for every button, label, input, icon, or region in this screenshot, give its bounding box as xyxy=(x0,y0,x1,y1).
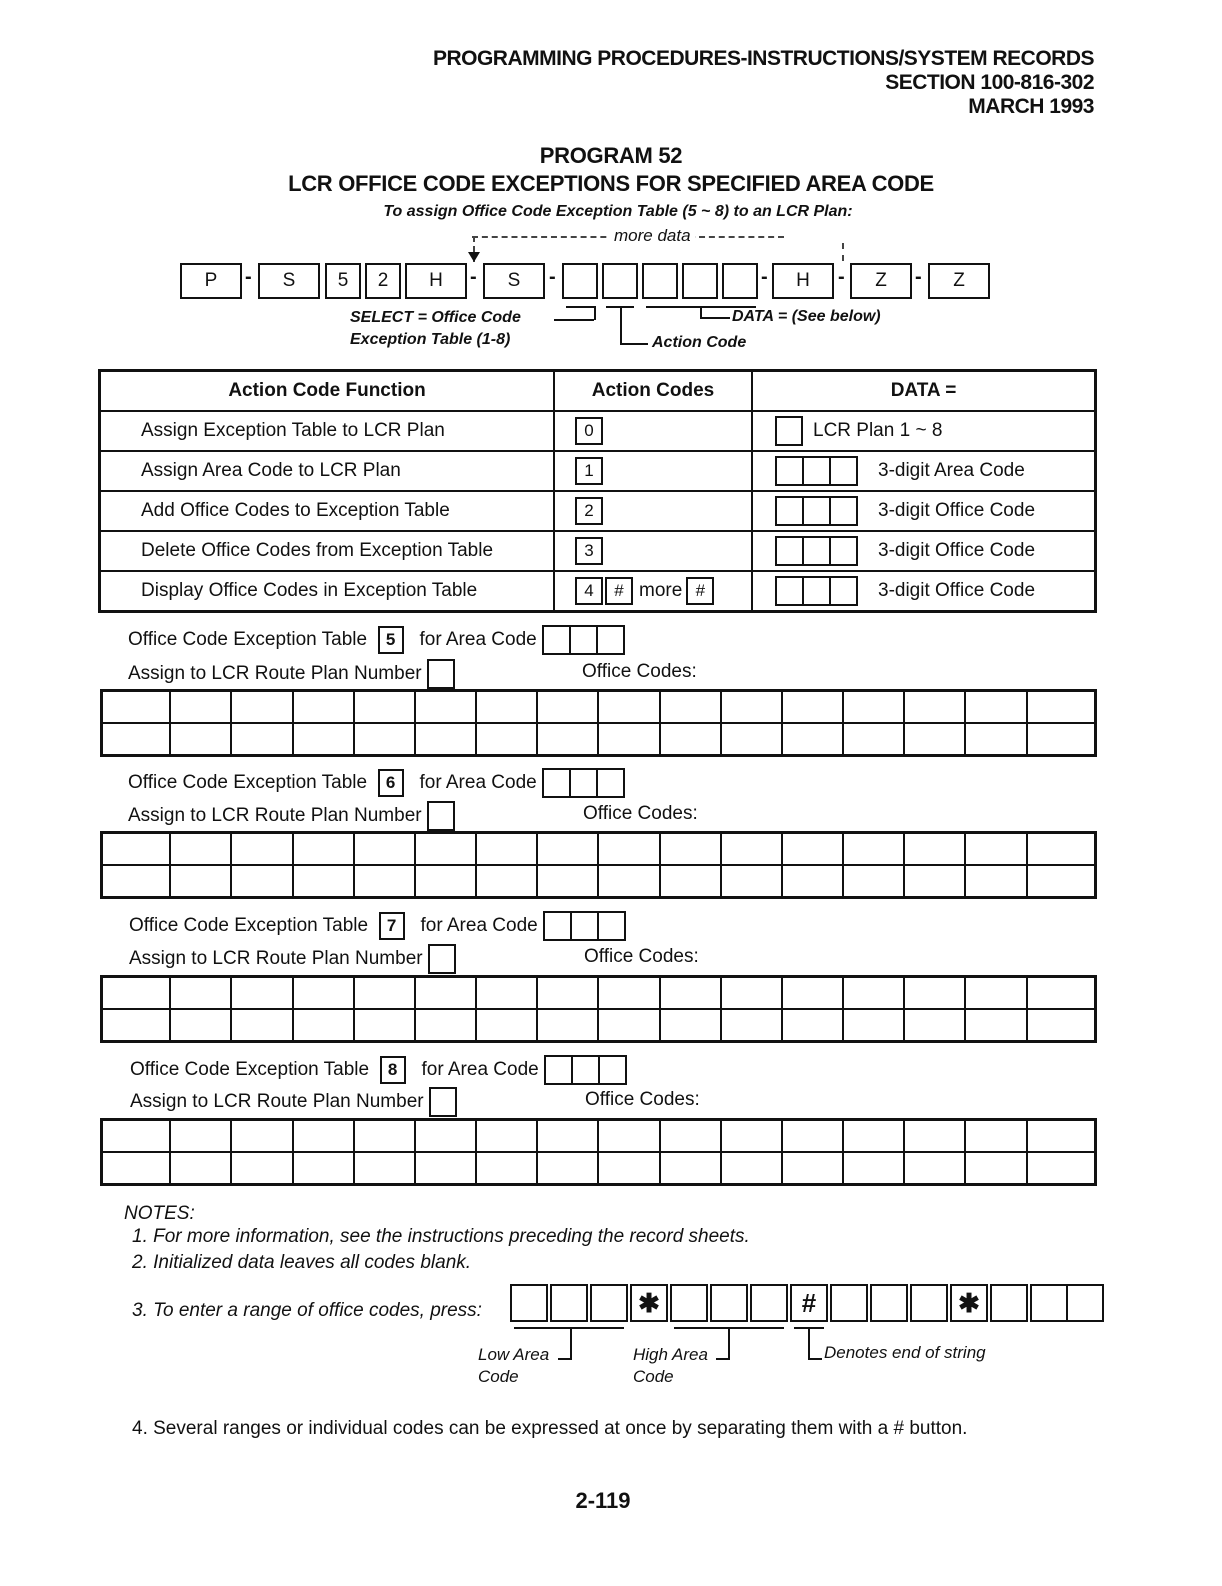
office-code-cell xyxy=(415,1152,476,1185)
high-area-code-label: Code xyxy=(633,1367,674,1386)
office-code-cell xyxy=(660,1120,721,1153)
office-code-cell xyxy=(660,1152,721,1185)
office-code-cell xyxy=(415,723,476,756)
office-code-cell xyxy=(170,1152,231,1185)
office-code-cell xyxy=(843,977,904,1010)
office-code-cell xyxy=(660,1009,721,1042)
office-code-cell xyxy=(354,833,415,866)
office-code-cell xyxy=(231,691,292,724)
office-code-cell xyxy=(293,1120,354,1153)
office-code-cell xyxy=(1027,865,1096,898)
office-code-cell xyxy=(1027,977,1096,1010)
office-code-cell xyxy=(965,691,1026,724)
office-code-cell xyxy=(721,865,782,898)
office-code-cell xyxy=(904,1152,965,1185)
office-code-cell xyxy=(537,865,598,898)
office-code-cell xyxy=(537,833,598,866)
office-code-cell xyxy=(354,865,415,898)
office-code-cell xyxy=(102,865,171,898)
grid-row xyxy=(102,691,1096,724)
program-name: LCR OFFICE CODE EXCEPTIONS FOR SPECIFIED AREA CODE xyxy=(288,171,934,196)
office-code-cell xyxy=(293,1152,354,1185)
office-code-cell xyxy=(965,1152,1026,1185)
key-data-box-3 xyxy=(722,263,758,299)
office-code-cell xyxy=(476,833,537,866)
office-code-cell xyxy=(102,833,171,866)
exception-table-5-label: Office Code Exception Table 5 for Area Code xyxy=(128,625,625,655)
office-code-cell xyxy=(904,865,965,898)
office-code-cell xyxy=(102,723,171,756)
office-code-cell xyxy=(965,1120,1026,1153)
office-code-cell xyxy=(476,865,537,898)
office-code-cell xyxy=(293,1009,354,1042)
office-code-cell xyxy=(598,1120,659,1153)
office-code-cell xyxy=(1027,691,1096,724)
office-code-cell xyxy=(231,1120,292,1153)
office-code-cell xyxy=(782,865,843,898)
col-header-data: DATA = xyxy=(752,371,1096,412)
office-code-cell xyxy=(904,1009,965,1042)
office-code-cell xyxy=(293,691,354,724)
office-code-cell xyxy=(476,1009,537,1042)
high-area-label: High Area xyxy=(633,1345,708,1364)
office-code-cell xyxy=(721,691,782,724)
office-code-cell xyxy=(415,1009,476,1042)
more-data-label: more data xyxy=(610,226,695,246)
office-code-cell xyxy=(843,1152,904,1185)
office-code-cell xyxy=(1027,1152,1096,1185)
office-code-cell xyxy=(782,1120,843,1153)
note-2: 2. Initialized data leaves all codes blank. xyxy=(132,1252,472,1273)
office-codes-grid-7 xyxy=(100,975,1097,1043)
page-number: 2-119 xyxy=(575,1488,631,1513)
low-area-label: Low Area xyxy=(478,1345,550,1364)
office-code-cell xyxy=(1027,1120,1096,1153)
col-header-function: Action Code Function xyxy=(100,371,555,412)
office-code-cell xyxy=(415,1120,476,1153)
office-code-cell xyxy=(293,723,354,756)
note-4: 4. Several ranges or individual codes can be expressed at once by separating them with a # button. xyxy=(132,1418,968,1439)
office-code-cell xyxy=(231,833,292,866)
notes-heading: NOTES: xyxy=(124,1203,195,1224)
exception-table-7-codes-label: Office Codes: xyxy=(584,946,699,967)
exception-table-8-codes-label: Office Codes: xyxy=(585,1089,700,1110)
office-code-cell xyxy=(102,691,171,724)
office-code-cell xyxy=(415,865,476,898)
office-code-cell xyxy=(965,833,1026,866)
grid-row xyxy=(102,723,1096,756)
header-line-3: MARCH 1993 xyxy=(968,95,1094,118)
office-code-cell xyxy=(843,723,904,756)
grid-row xyxy=(102,833,1096,866)
office-code-cell xyxy=(660,691,721,724)
office-code-cell xyxy=(476,1152,537,1185)
low-area-code-label: Code xyxy=(478,1367,519,1386)
office-code-cell xyxy=(965,865,1026,898)
table-number-box: 6 xyxy=(378,769,404,797)
office-code-cell xyxy=(904,977,965,1010)
key-data-box-2 xyxy=(682,263,718,299)
office-code-cell xyxy=(598,977,659,1010)
note-3: 3. To enter a range of office codes, press: xyxy=(132,1300,482,1321)
key-h: H xyxy=(405,263,467,299)
office-code-cell xyxy=(293,865,354,898)
office-code-cell xyxy=(721,723,782,756)
office-code-cell xyxy=(782,1009,843,1042)
key-5: 5 xyxy=(325,263,361,299)
star-key-icon-2: ✱ xyxy=(950,1284,988,1322)
office-code-cell xyxy=(660,977,721,1010)
office-code-cell xyxy=(1027,1009,1096,1042)
action-code-label: Action Code xyxy=(652,334,747,351)
office-code-cell xyxy=(843,1120,904,1153)
office-code-cell xyxy=(904,833,965,866)
office-code-cell xyxy=(170,977,231,1010)
exception-table-5-codes-label: Office Codes: xyxy=(582,661,697,682)
office-code-cell xyxy=(721,1152,782,1185)
key-select: S xyxy=(483,263,545,299)
office-code-cell xyxy=(598,865,659,898)
office-code-cell xyxy=(102,1152,171,1185)
key-s: S xyxy=(258,263,320,299)
office-code-cell xyxy=(598,1009,659,1042)
office-code-cell xyxy=(354,1120,415,1153)
office-code-cell xyxy=(965,977,1026,1010)
office-code-cell xyxy=(782,1152,843,1185)
table-number-box: 5 xyxy=(378,626,404,654)
key-2: 2 xyxy=(365,263,401,299)
note-1: 1. For more information, see the instructions preceding the record sheets. xyxy=(132,1226,750,1247)
header-line-1: PROGRAMMING PROCEDURES-INSTRUCTIONS/SYSTEM RECORDS xyxy=(432,47,1094,70)
office-code-cell xyxy=(293,833,354,866)
select-label-2: Exception Table (1-8) xyxy=(350,331,511,348)
exception-table-5-plan: Assign to LCR Route Plan Number xyxy=(128,659,455,689)
grid-row xyxy=(102,977,1096,1010)
office-code-cell xyxy=(843,691,904,724)
office-code-cell xyxy=(1027,833,1096,866)
office-code-cell xyxy=(965,1009,1026,1042)
office-codes-grid-5 xyxy=(100,689,1097,757)
table-number-box: 7 xyxy=(379,912,405,940)
office-code-cell xyxy=(904,691,965,724)
office-code-cell xyxy=(415,833,476,866)
office-code-cell xyxy=(170,1120,231,1153)
office-code-cell xyxy=(415,977,476,1010)
office-code-cell xyxy=(660,833,721,866)
office-code-cell xyxy=(843,1009,904,1042)
table-number-box: 8 xyxy=(380,1056,406,1084)
office-code-cell xyxy=(537,1152,598,1185)
office-code-cell xyxy=(354,691,415,724)
office-code-cell xyxy=(231,977,292,1010)
office-code-cell xyxy=(293,977,354,1010)
office-code-cell xyxy=(598,723,659,756)
arrow-down-icon xyxy=(468,252,480,262)
exception-table-6-label: Office Code Exception Table 6 for Area Code xyxy=(128,768,625,798)
program-title: PROGRAM 52 xyxy=(539,143,683,168)
office-code-cell xyxy=(476,691,537,724)
office-code-cell xyxy=(170,723,231,756)
office-code-cell xyxy=(782,723,843,756)
office-code-cell xyxy=(965,723,1026,756)
office-code-cell xyxy=(782,977,843,1010)
exception-table-6-plan: Assign to LCR Route Plan Number xyxy=(128,801,455,831)
office-code-cell xyxy=(537,1009,598,1042)
end-of-string-label: Denotes end of string xyxy=(824,1343,986,1362)
office-code-cell xyxy=(598,833,659,866)
office-code-cell xyxy=(170,833,231,866)
key-select-box xyxy=(562,263,598,299)
office-code-cell xyxy=(102,1120,171,1153)
office-code-cell xyxy=(354,1152,415,1185)
office-code-cell xyxy=(721,1009,782,1042)
office-code-cell xyxy=(102,1009,171,1042)
office-code-cell xyxy=(660,865,721,898)
office-codes-grid-8 xyxy=(100,1118,1097,1186)
data-label: DATA = (See below) xyxy=(732,308,881,325)
table-row: Add Office Codes to Exception Table 2 3-digit Office Code xyxy=(100,491,1096,531)
office-code-cell xyxy=(721,977,782,1010)
office-code-cell xyxy=(354,977,415,1010)
office-code-cell xyxy=(1027,723,1096,756)
office-code-cell xyxy=(537,691,598,724)
office-code-cell xyxy=(476,723,537,756)
program-instruction: To assign Office Code Exception Table (5 ~ 8) to an LCR Plan: xyxy=(383,203,853,220)
table-row: Display Office Codes in Exception Table 4 # more # 3-digit Office Code xyxy=(100,571,1096,612)
office-code-cell xyxy=(102,977,171,1010)
office-code-cell xyxy=(170,865,231,898)
office-code-cell xyxy=(231,1009,292,1042)
office-code-cell xyxy=(843,833,904,866)
office-code-cell xyxy=(721,1120,782,1153)
action-code-table xyxy=(98,369,1097,613)
office-code-cell xyxy=(537,1120,598,1153)
office-code-cell xyxy=(476,977,537,1010)
office-code-cell xyxy=(598,691,659,724)
col-header-codes: Action Codes xyxy=(554,371,752,412)
select-label: SELECT = Office Code xyxy=(350,309,521,326)
exception-table-7-label: Office Code Exception Table 7 for Area Code xyxy=(129,911,626,941)
office-code-cell xyxy=(904,723,965,756)
office-code-cell xyxy=(537,977,598,1010)
office-code-cell xyxy=(354,723,415,756)
office-code-cell xyxy=(721,833,782,866)
grid-row xyxy=(102,865,1096,898)
key-z-2: Z xyxy=(928,263,990,299)
exception-table-6-codes-label: Office Codes: xyxy=(583,803,698,824)
office-code-cell xyxy=(415,691,476,724)
office-code-cell xyxy=(170,691,231,724)
office-code-cell xyxy=(231,865,292,898)
office-codes-grid-6 xyxy=(100,831,1097,899)
office-code-cell xyxy=(537,723,598,756)
grid-row xyxy=(102,1120,1096,1153)
exception-table-7-plan: Assign to LCR Route Plan Number xyxy=(129,944,456,974)
office-code-cell xyxy=(354,1009,415,1042)
key-p: P xyxy=(180,263,242,299)
exception-table-8-plan: Assign to LCR Route Plan Number xyxy=(130,1087,457,1117)
table-row: Assign Exception Table to LCR Plan 0 LCR Plan 1 ~ 8 xyxy=(100,411,1096,451)
key-data-box-1 xyxy=(642,263,678,299)
star-key-icon: ✱ xyxy=(630,1284,668,1322)
office-code-cell xyxy=(843,865,904,898)
header-line-2: SECTION 100-816-302 xyxy=(885,71,1094,94)
grid-row xyxy=(102,1152,1096,1185)
office-code-cell xyxy=(598,1152,659,1185)
table-row: Delete Office Codes from Exception Table 3 3-digit Office Code xyxy=(100,531,1096,571)
grid-row xyxy=(102,1009,1096,1042)
exception-table-8-label: Office Code Exception Table 8 for Area Code xyxy=(130,1055,627,1085)
key-z-1: Z xyxy=(850,263,912,299)
key-h-2: H xyxy=(772,263,834,299)
table-row: Assign Area Code to LCR Plan 1 3-digit Area Code xyxy=(100,451,1096,491)
office-code-cell xyxy=(170,1009,231,1042)
office-code-cell xyxy=(231,723,292,756)
hash-key-icon: # xyxy=(790,1284,828,1322)
office-code-cell xyxy=(231,1152,292,1185)
office-code-cell xyxy=(904,1120,965,1153)
office-code-cell xyxy=(782,833,843,866)
office-code-cell xyxy=(782,691,843,724)
office-code-cell xyxy=(476,1120,537,1153)
key-action-box xyxy=(602,263,638,299)
office-code-cell xyxy=(660,723,721,756)
